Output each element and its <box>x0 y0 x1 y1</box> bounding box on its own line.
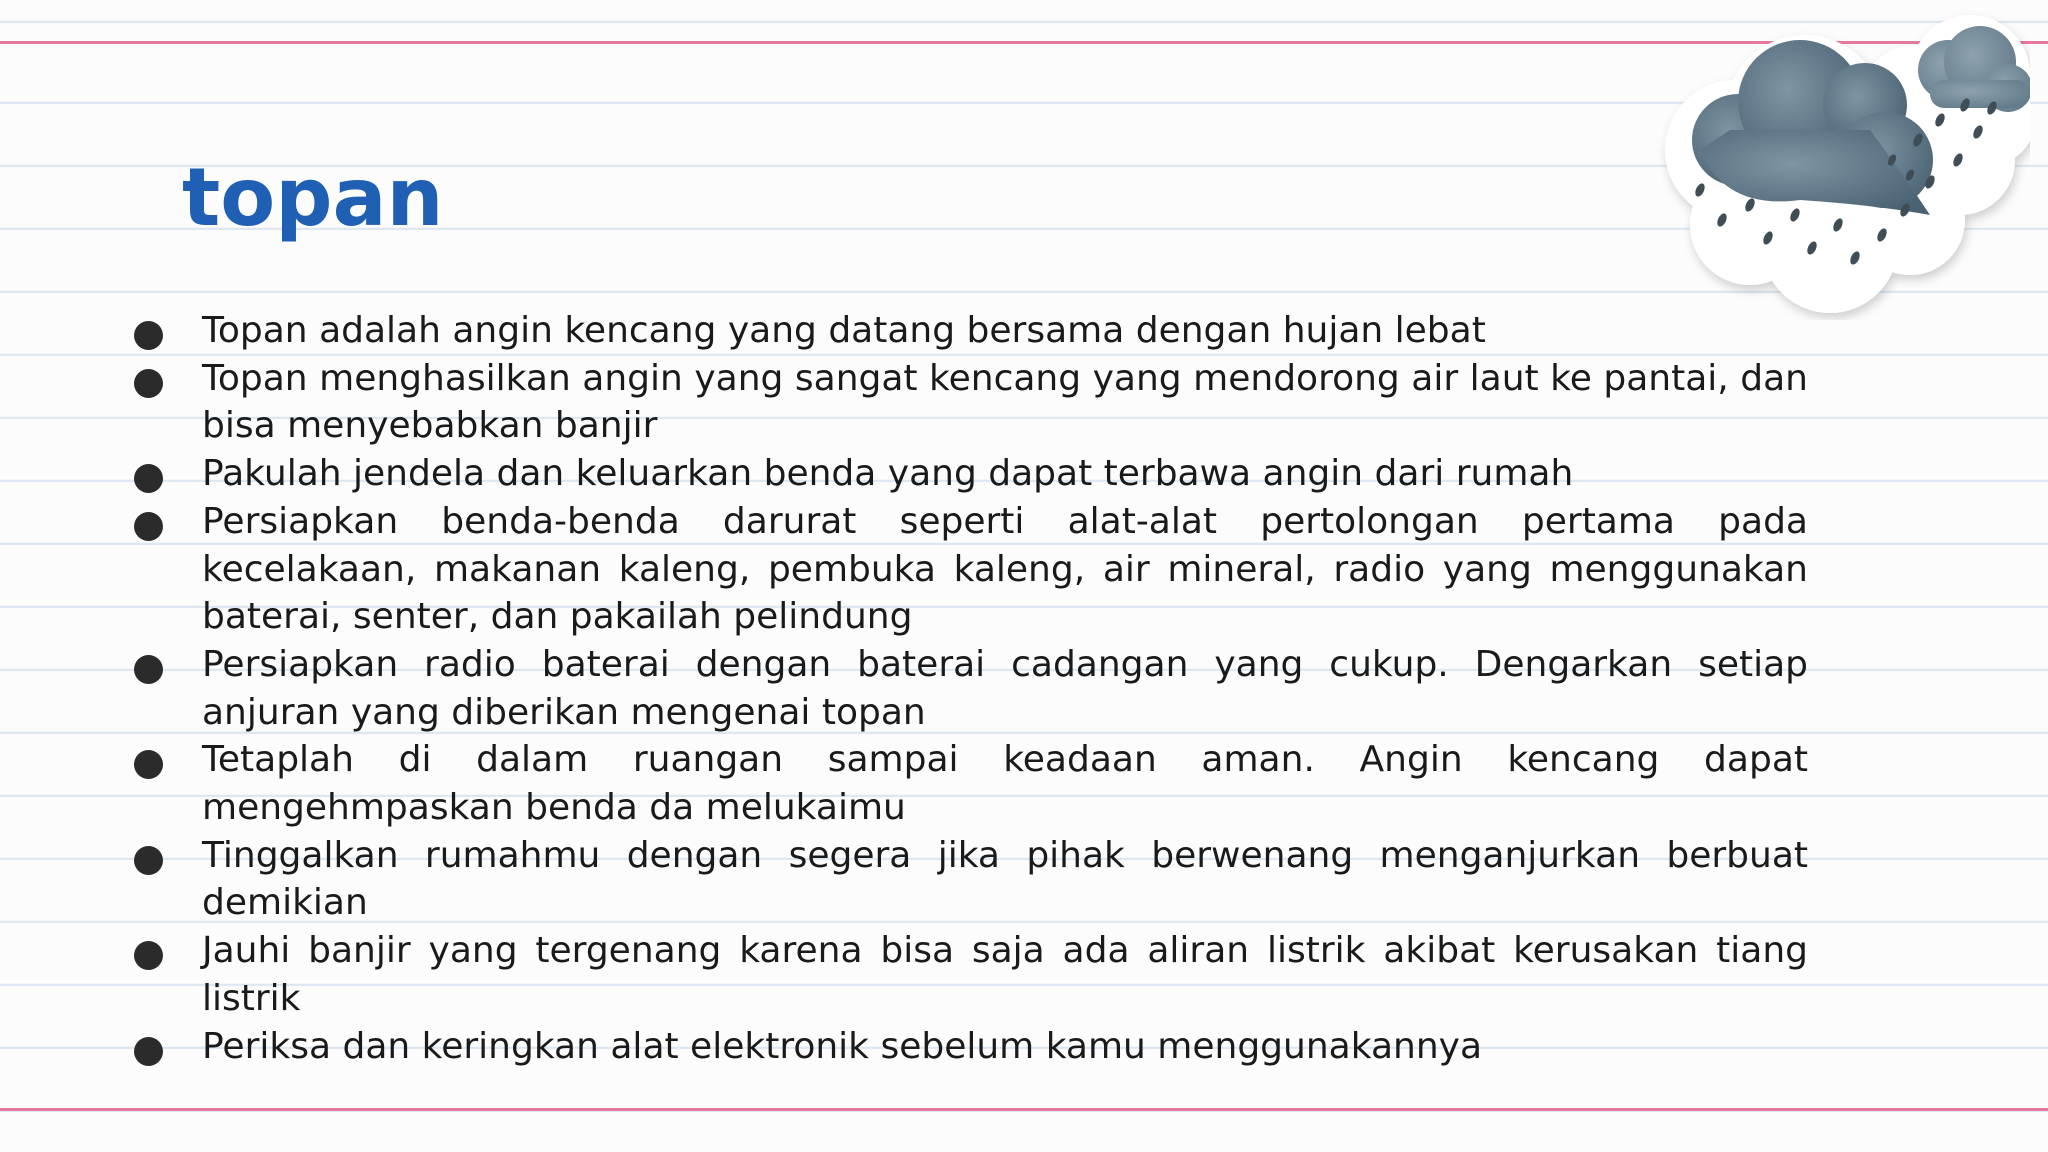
bullet-dot-icon <box>134 1037 163 1066</box>
list-item <box>134 307 1808 355</box>
list-item <box>134 355 1808 450</box>
bullet-dot-icon <box>134 655 163 684</box>
list-item-text: Periksa dan keringkan alat elektronik sebelum kamu menggunakannya <box>202 1025 1483 1067</box>
list-item-text: Topan adalah angin kencang yang datang bersama dengan hujan lebat <box>202 310 1486 351</box>
bullet-dot-icon <box>134 321 163 350</box>
bottom-margin-line <box>0 1108 2048 1111</box>
list-item-text: Persiapkan benda-benda darurat seperti alat-alat pertolongan pertama pada kecelakaan, makanan kaleng, pembuka kaleng, air mineral, radio yang menggunakan baterai, senter, dan pakailah pelindung <box>202 500 1808 638</box>
list-item <box>134 832 1808 927</box>
list-item-text: Tetaplah di dalam ruangan sampai keadaan aman. Angin kencang dapat mengehmpaskan benda da melukaimu <box>202 739 1808 829</box>
slide-title: topan <box>182 151 444 244</box>
list-item <box>134 641 1808 736</box>
list-item <box>134 736 1808 831</box>
bullet-dot-icon <box>134 750 163 779</box>
list-item-text: Pakulah jendela dan keluarkan benda yang dapat terbawa angin dari rumah <box>202 453 1574 495</box>
list-item-text: Jauhi banjir yang tergenang karena bisa saja ada aliran listrik akibat kerusakan tiang listrik <box>202 930 1808 1019</box>
bullet-dot-icon <box>134 846 163 875</box>
bullet-dot-icon <box>134 464 163 493</box>
rain-cloud-icon <box>1630 10 2030 320</box>
bullet-list <box>134 307 1808 1070</box>
list-item <box>134 450 1808 498</box>
list-item-text: Tinggalkan rumahmu dengan segera jika pihak berwenang menganjurkan berbuat demikian <box>202 834 1808 924</box>
bullet-dot-icon <box>134 369 163 398</box>
list-item <box>134 498 1808 641</box>
list-item <box>134 927 1808 1022</box>
bullet-dot-icon <box>134 941 163 970</box>
list-item <box>134 1023 1808 1071</box>
bullet-dot-icon <box>134 512 163 541</box>
list-item-text: Persiapkan radio baterai dengan baterai cadangan yang cukup. Dengarkan setiap anjuran yang diberikan mengenai topan <box>202 643 1808 733</box>
list-item-text: Topan menghasilkan angin yang sangat kencang yang mendorong air laut ke pantai, dan bisa menyebabkan banjir <box>202 357 1808 447</box>
